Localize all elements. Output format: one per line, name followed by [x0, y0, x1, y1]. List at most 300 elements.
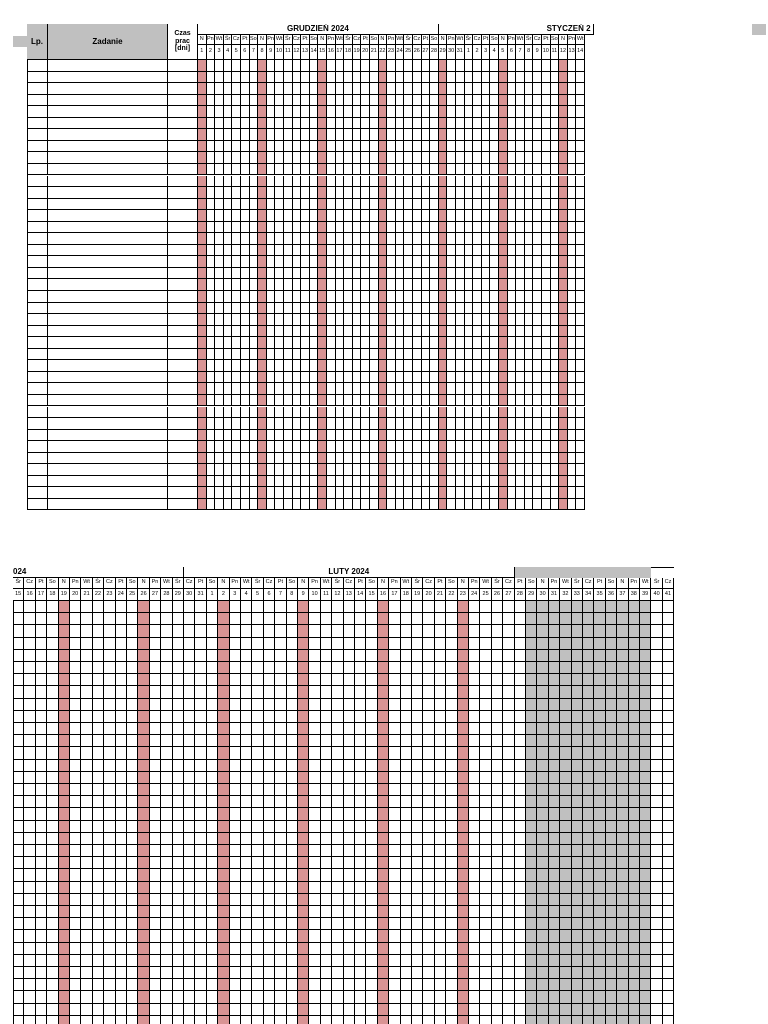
- day-cell[interactable]: [275, 760, 286, 772]
- day-cell[interactable]: [422, 256, 431, 268]
- day-cell[interactable]: [490, 129, 499, 141]
- day-cell[interactable]: [215, 360, 224, 372]
- day-cell[interactable]: [456, 407, 465, 419]
- day-cell[interactable]: [184, 894, 195, 906]
- day-cell[interactable]: [215, 245, 224, 257]
- day-cell[interactable]: [465, 349, 474, 361]
- day-cell[interactable]: [344, 233, 353, 245]
- day-cell[interactable]: [430, 279, 439, 291]
- day-cell[interactable]: [13, 845, 24, 857]
- day-cell[interactable]: [651, 979, 662, 991]
- day-cell[interactable]: [252, 906, 263, 918]
- day-cell[interactable]: [241, 967, 252, 979]
- day-cell[interactable]: [389, 882, 400, 894]
- task-cell[interactable]: [48, 60, 168, 72]
- day-cell[interactable]: [663, 906, 674, 918]
- day-cell[interactable]: [469, 857, 480, 869]
- day-cell[interactable]: [230, 955, 241, 967]
- day-cell[interactable]: [663, 711, 674, 723]
- day-cell[interactable]: [490, 430, 499, 442]
- day-cell[interactable]: [404, 303, 413, 315]
- day-cell[interactable]: [560, 784, 571, 796]
- duration-cell[interactable]: [168, 487, 198, 499]
- day-cell[interactable]: [321, 613, 332, 625]
- day-cell[interactable]: [344, 291, 353, 303]
- day-cell[interactable]: [389, 869, 400, 881]
- day-cell[interactable]: [47, 638, 58, 650]
- day-cell[interactable]: [663, 772, 674, 784]
- day-cell[interactable]: [47, 1016, 58, 1024]
- day-cell[interactable]: [379, 314, 388, 326]
- day-cell[interactable]: [353, 60, 362, 72]
- day-cell[interactable]: [401, 686, 412, 698]
- day-cell[interactable]: [469, 747, 480, 759]
- day-cell[interactable]: [301, 326, 310, 338]
- day-cell[interactable]: [617, 894, 628, 906]
- day-cell[interactable]: [127, 662, 138, 674]
- day-cell[interactable]: [184, 808, 195, 820]
- day-cell[interactable]: [366, 711, 377, 723]
- day-cell[interactable]: [378, 601, 389, 613]
- day-cell[interactable]: [284, 141, 293, 153]
- day-cell[interactable]: [583, 894, 594, 906]
- day-cell[interactable]: [252, 943, 263, 955]
- day-cell[interactable]: [150, 711, 161, 723]
- day-cell[interactable]: [224, 407, 233, 419]
- day-cell[interactable]: [413, 464, 422, 476]
- day-cell[interactable]: [344, 955, 355, 967]
- day-cell[interactable]: [430, 487, 439, 499]
- day-cell[interactable]: [492, 1004, 503, 1016]
- day-cell[interactable]: [24, 869, 35, 881]
- day-cell[interactable]: [404, 337, 413, 349]
- day-cell[interactable]: [439, 453, 448, 465]
- day-cell[interactable]: [480, 991, 491, 1003]
- day-cell[interactable]: [379, 464, 388, 476]
- day-cell[interactable]: [458, 613, 469, 625]
- day-cell[interactable]: [267, 279, 276, 291]
- day-cell[interactable]: [116, 760, 127, 772]
- day-cell[interactable]: [218, 699, 229, 711]
- day-cell[interactable]: [207, 233, 216, 245]
- day-cell[interactable]: [81, 662, 92, 674]
- day-cell[interactable]: [310, 372, 319, 384]
- day-cell[interactable]: [47, 906, 58, 918]
- day-cell[interactable]: [387, 303, 396, 315]
- day-cell[interactable]: [439, 430, 448, 442]
- day-cell[interactable]: [258, 407, 267, 419]
- day-cell[interactable]: [353, 337, 362, 349]
- day-cell[interactable]: [301, 256, 310, 268]
- day-cell[interactable]: [396, 72, 405, 84]
- day-cell[interactable]: [482, 337, 491, 349]
- day-cell[interactable]: [640, 967, 651, 979]
- day-cell[interactable]: [469, 906, 480, 918]
- day-cell[interactable]: [353, 303, 362, 315]
- day-cell[interactable]: [59, 1016, 70, 1024]
- day-cell[interactable]: [104, 930, 115, 942]
- day-cell[interactable]: [422, 291, 431, 303]
- day-cell[interactable]: [422, 233, 431, 245]
- day-cell[interactable]: [422, 407, 431, 419]
- day-cell[interactable]: [332, 821, 343, 833]
- day-cell[interactable]: [301, 60, 310, 72]
- lp-cell[interactable]: [27, 337, 48, 349]
- day-cell[interactable]: [465, 407, 474, 419]
- day-cell[interactable]: [439, 291, 448, 303]
- day-cell[interactable]: [525, 210, 534, 222]
- day-cell[interactable]: [104, 821, 115, 833]
- day-cell[interactable]: [640, 760, 651, 772]
- day-cell[interactable]: [318, 187, 327, 199]
- lp-cell[interactable]: [27, 303, 48, 315]
- lp-cell[interactable]: [27, 395, 48, 407]
- day-cell[interactable]: [24, 918, 35, 930]
- day-cell[interactable]: [138, 747, 149, 759]
- day-cell[interactable]: [327, 141, 336, 153]
- day-cell[interactable]: [456, 337, 465, 349]
- day-cell[interactable]: [583, 869, 594, 881]
- day-cell[interactable]: [353, 245, 362, 257]
- day-cell[interactable]: [413, 395, 422, 407]
- day-cell[interactable]: [116, 882, 127, 894]
- day-cell[interactable]: [551, 441, 560, 453]
- day-cell[interactable]: [549, 991, 560, 1003]
- task-cell[interactable]: [48, 430, 168, 442]
- day-cell[interactable]: [412, 772, 423, 784]
- day-cell[interactable]: [465, 210, 474, 222]
- day-cell[interactable]: [275, 601, 286, 613]
- day-cell[interactable]: [560, 979, 571, 991]
- day-cell[interactable]: [198, 210, 207, 222]
- day-cell[interactable]: [150, 943, 161, 955]
- day-cell[interactable]: [458, 906, 469, 918]
- day-cell[interactable]: [458, 833, 469, 845]
- day-cell[interactable]: [549, 686, 560, 698]
- day-cell[interactable]: [490, 233, 499, 245]
- day-cell[interactable]: [215, 487, 224, 499]
- day-cell[interactable]: [293, 326, 302, 338]
- day-cell[interactable]: [465, 83, 474, 95]
- day-cell[interactable]: [321, 784, 332, 796]
- day-cell[interactable]: [252, 821, 263, 833]
- day-cell[interactable]: [439, 152, 448, 164]
- day-cell[interactable]: [651, 699, 662, 711]
- day-cell[interactable]: [230, 686, 241, 698]
- day-cell[interactable]: [250, 372, 259, 384]
- day-cell[interactable]: [526, 906, 537, 918]
- day-cell[interactable]: [275, 796, 286, 808]
- day-cell[interactable]: [361, 430, 370, 442]
- day-cell[interactable]: [396, 326, 405, 338]
- day-cell[interactable]: [327, 245, 336, 257]
- day-cell[interactable]: [327, 152, 336, 164]
- day-cell[interactable]: [499, 453, 508, 465]
- day-cell[interactable]: [499, 164, 508, 176]
- day-cell[interactable]: [430, 129, 439, 141]
- day-cell[interactable]: [215, 372, 224, 384]
- day-cell[interactable]: [366, 601, 377, 613]
- day-cell[interactable]: [389, 638, 400, 650]
- day-cell[interactable]: [396, 268, 405, 280]
- day-cell[interactable]: [439, 72, 448, 84]
- day-cell[interactable]: [258, 337, 267, 349]
- day-cell[interactable]: [250, 187, 259, 199]
- day-cell[interactable]: [361, 95, 370, 107]
- day-cell[interactable]: [629, 747, 640, 759]
- day-cell[interactable]: [465, 222, 474, 234]
- day-cell[interactable]: [241, 314, 250, 326]
- day-cell[interactable]: [423, 906, 434, 918]
- day-cell[interactable]: [583, 747, 594, 759]
- day-cell[interactable]: [447, 106, 456, 118]
- day-cell[interactable]: [59, 760, 70, 772]
- day-cell[interactable]: [184, 906, 195, 918]
- day-cell[interactable]: [13, 882, 24, 894]
- day-cell[interactable]: [24, 882, 35, 894]
- day-cell[interactable]: [458, 808, 469, 820]
- day-cell[interactable]: [469, 930, 480, 942]
- day-cell[interactable]: [267, 441, 276, 453]
- day-cell[interactable]: [275, 869, 286, 881]
- day-cell[interactable]: [309, 906, 320, 918]
- day-cell[interactable]: [81, 796, 92, 808]
- day-cell[interactable]: [215, 279, 224, 291]
- day-cell[interactable]: [13, 918, 24, 930]
- day-cell[interactable]: [70, 613, 81, 625]
- day-cell[interactable]: [93, 808, 104, 820]
- day-cell[interactable]: [184, 1004, 195, 1016]
- day-cell[interactable]: [264, 1016, 275, 1024]
- day-cell[interactable]: [287, 833, 298, 845]
- day-cell[interactable]: [412, 760, 423, 772]
- day-cell[interactable]: [378, 760, 389, 772]
- day-cell[interactable]: [560, 686, 571, 698]
- day-cell[interactable]: [215, 453, 224, 465]
- duration-cell[interactable]: [168, 464, 198, 476]
- day-cell[interactable]: [480, 601, 491, 613]
- day-cell[interactable]: [301, 430, 310, 442]
- day-cell[interactable]: [370, 360, 379, 372]
- day-cell[interactable]: [568, 129, 577, 141]
- day-cell[interactable]: [275, 256, 284, 268]
- day-cell[interactable]: [224, 83, 233, 95]
- day-cell[interactable]: [321, 906, 332, 918]
- day-cell[interactable]: [24, 1016, 35, 1024]
- day-cell[interactable]: [258, 245, 267, 257]
- day-cell[interactable]: [551, 337, 560, 349]
- day-cell[interactable]: [533, 464, 542, 476]
- day-cell[interactable]: [355, 991, 366, 1003]
- day-cell[interactable]: [583, 625, 594, 637]
- day-cell[interactable]: [542, 372, 551, 384]
- day-cell[interactable]: [70, 943, 81, 955]
- day-cell[interactable]: [287, 772, 298, 784]
- day-cell[interactable]: [480, 845, 491, 857]
- day-cell[interactable]: [267, 372, 276, 384]
- day-cell[interactable]: [93, 1016, 104, 1024]
- day-cell[interactable]: [298, 1016, 309, 1024]
- day-cell[interactable]: [275, 152, 284, 164]
- day-cell[interactable]: [401, 650, 412, 662]
- day-cell[interactable]: [537, 638, 548, 650]
- day-cell[interactable]: [93, 711, 104, 723]
- day-cell[interactable]: [81, 760, 92, 772]
- day-cell[interactable]: [404, 199, 413, 211]
- day-cell[interactable]: [361, 407, 370, 419]
- day-cell[interactable]: [572, 747, 583, 759]
- day-cell[interactable]: [267, 291, 276, 303]
- day-cell[interactable]: [412, 613, 423, 625]
- day-cell[interactable]: [435, 650, 446, 662]
- day-cell[interactable]: [503, 613, 514, 625]
- day-cell[interactable]: [499, 152, 508, 164]
- day-cell[interactable]: [576, 164, 585, 176]
- day-cell[interactable]: [207, 176, 216, 188]
- day-cell[interactable]: [465, 291, 474, 303]
- day-cell[interactable]: [195, 772, 206, 784]
- day-cell[interactable]: [640, 845, 651, 857]
- day-cell[interactable]: [526, 808, 537, 820]
- day-cell[interactable]: [370, 326, 379, 338]
- day-cell[interactable]: [413, 152, 422, 164]
- duration-cell[interactable]: [168, 187, 198, 199]
- day-cell[interactable]: [401, 894, 412, 906]
- day-cell[interactable]: [568, 72, 577, 84]
- day-cell[interactable]: [327, 199, 336, 211]
- day-cell[interactable]: [138, 796, 149, 808]
- day-cell[interactable]: [355, 882, 366, 894]
- day-cell[interactable]: [207, 418, 216, 430]
- day-cell[interactable]: [318, 360, 327, 372]
- day-cell[interactable]: [353, 164, 362, 176]
- day-cell[interactable]: [508, 164, 517, 176]
- day-cell[interactable]: [332, 772, 343, 784]
- day-cell[interactable]: [321, 869, 332, 881]
- day-cell[interactable]: [663, 650, 674, 662]
- day-cell[interactable]: [321, 760, 332, 772]
- day-cell[interactable]: [465, 72, 474, 84]
- day-cell[interactable]: [499, 360, 508, 372]
- day-cell[interactable]: [560, 674, 571, 686]
- duration-cell[interactable]: [168, 268, 198, 280]
- day-cell[interactable]: [401, 760, 412, 772]
- day-cell[interactable]: [379, 291, 388, 303]
- day-cell[interactable]: [207, 106, 216, 118]
- day-cell[interactable]: [525, 95, 534, 107]
- day-cell[interactable]: [267, 395, 276, 407]
- day-cell[interactable]: [207, 955, 218, 967]
- day-cell[interactable]: [537, 650, 548, 662]
- day-cell[interactable]: [606, 894, 617, 906]
- day-cell[interactable]: [59, 930, 70, 942]
- day-cell[interactable]: [560, 699, 571, 711]
- day-cell[interactable]: [413, 453, 422, 465]
- day-cell[interactable]: [435, 930, 446, 942]
- day-cell[interactable]: [549, 723, 560, 735]
- day-cell[interactable]: [482, 141, 491, 153]
- day-cell[interactable]: [241, 152, 250, 164]
- day-cell[interactable]: [173, 1016, 184, 1024]
- task-cell[interactable]: [48, 245, 168, 257]
- day-cell[interactable]: [594, 723, 605, 735]
- day-cell[interactable]: [224, 418, 233, 430]
- day-cell[interactable]: [413, 326, 422, 338]
- day-cell[interactable]: [250, 407, 259, 419]
- day-cell[interactable]: [480, 686, 491, 698]
- day-cell[interactable]: [287, 601, 298, 613]
- day-cell[interactable]: [275, 808, 286, 820]
- day-cell[interactable]: [195, 882, 206, 894]
- day-cell[interactable]: [361, 256, 370, 268]
- day-cell[interactable]: [469, 699, 480, 711]
- day-cell[interactable]: [81, 906, 92, 918]
- day-cell[interactable]: [492, 943, 503, 955]
- day-cell[interactable]: [353, 279, 362, 291]
- day-cell[interactable]: [298, 686, 309, 698]
- day-cell[interactable]: [241, 625, 252, 637]
- day-cell[interactable]: [150, 723, 161, 735]
- day-cell[interactable]: [401, 979, 412, 991]
- day-cell[interactable]: [336, 418, 345, 430]
- day-cell[interactable]: [576, 291, 585, 303]
- day-cell[interactable]: [241, 118, 250, 130]
- day-cell[interactable]: [230, 967, 241, 979]
- day-cell[interactable]: [447, 152, 456, 164]
- day-cell[interactable]: [252, 711, 263, 723]
- day-cell[interactable]: [640, 894, 651, 906]
- day-cell[interactable]: [516, 199, 525, 211]
- day-cell[interactable]: [651, 821, 662, 833]
- day-cell[interactable]: [640, 686, 651, 698]
- day-cell[interactable]: [412, 699, 423, 711]
- day-cell[interactable]: [47, 1004, 58, 1016]
- day-cell[interactable]: [516, 360, 525, 372]
- day-cell[interactable]: [430, 418, 439, 430]
- day-cell[interactable]: [241, 279, 250, 291]
- day-cell[interactable]: [446, 930, 457, 942]
- day-cell[interactable]: [321, 747, 332, 759]
- day-cell[interactable]: [293, 279, 302, 291]
- day-cell[interactable]: [275, 967, 286, 979]
- day-cell[interactable]: [551, 210, 560, 222]
- day-cell[interactable]: [355, 772, 366, 784]
- day-cell[interactable]: [241, 1004, 252, 1016]
- day-cell[interactable]: [173, 857, 184, 869]
- day-cell[interactable]: [412, 845, 423, 857]
- day-cell[interactable]: [93, 943, 104, 955]
- day-cell[interactable]: [298, 711, 309, 723]
- day-cell[interactable]: [321, 967, 332, 979]
- day-cell[interactable]: [549, 760, 560, 772]
- day-cell[interactable]: [241, 106, 250, 118]
- lp-cell[interactable]: [27, 349, 48, 361]
- day-cell[interactable]: [258, 476, 267, 488]
- day-cell[interactable]: [594, 601, 605, 613]
- day-cell[interactable]: [525, 360, 534, 372]
- lp-cell[interactable]: [27, 487, 48, 499]
- day-cell[interactable]: [252, 845, 263, 857]
- day-cell[interactable]: [293, 187, 302, 199]
- day-cell[interactable]: [267, 349, 276, 361]
- day-cell[interactable]: [542, 141, 551, 153]
- day-cell[interactable]: [93, 1004, 104, 1016]
- day-cell[interactable]: [353, 487, 362, 499]
- day-cell[interactable]: [525, 395, 534, 407]
- day-cell[interactable]: [264, 686, 275, 698]
- day-cell[interactable]: [138, 943, 149, 955]
- day-cell[interactable]: [336, 314, 345, 326]
